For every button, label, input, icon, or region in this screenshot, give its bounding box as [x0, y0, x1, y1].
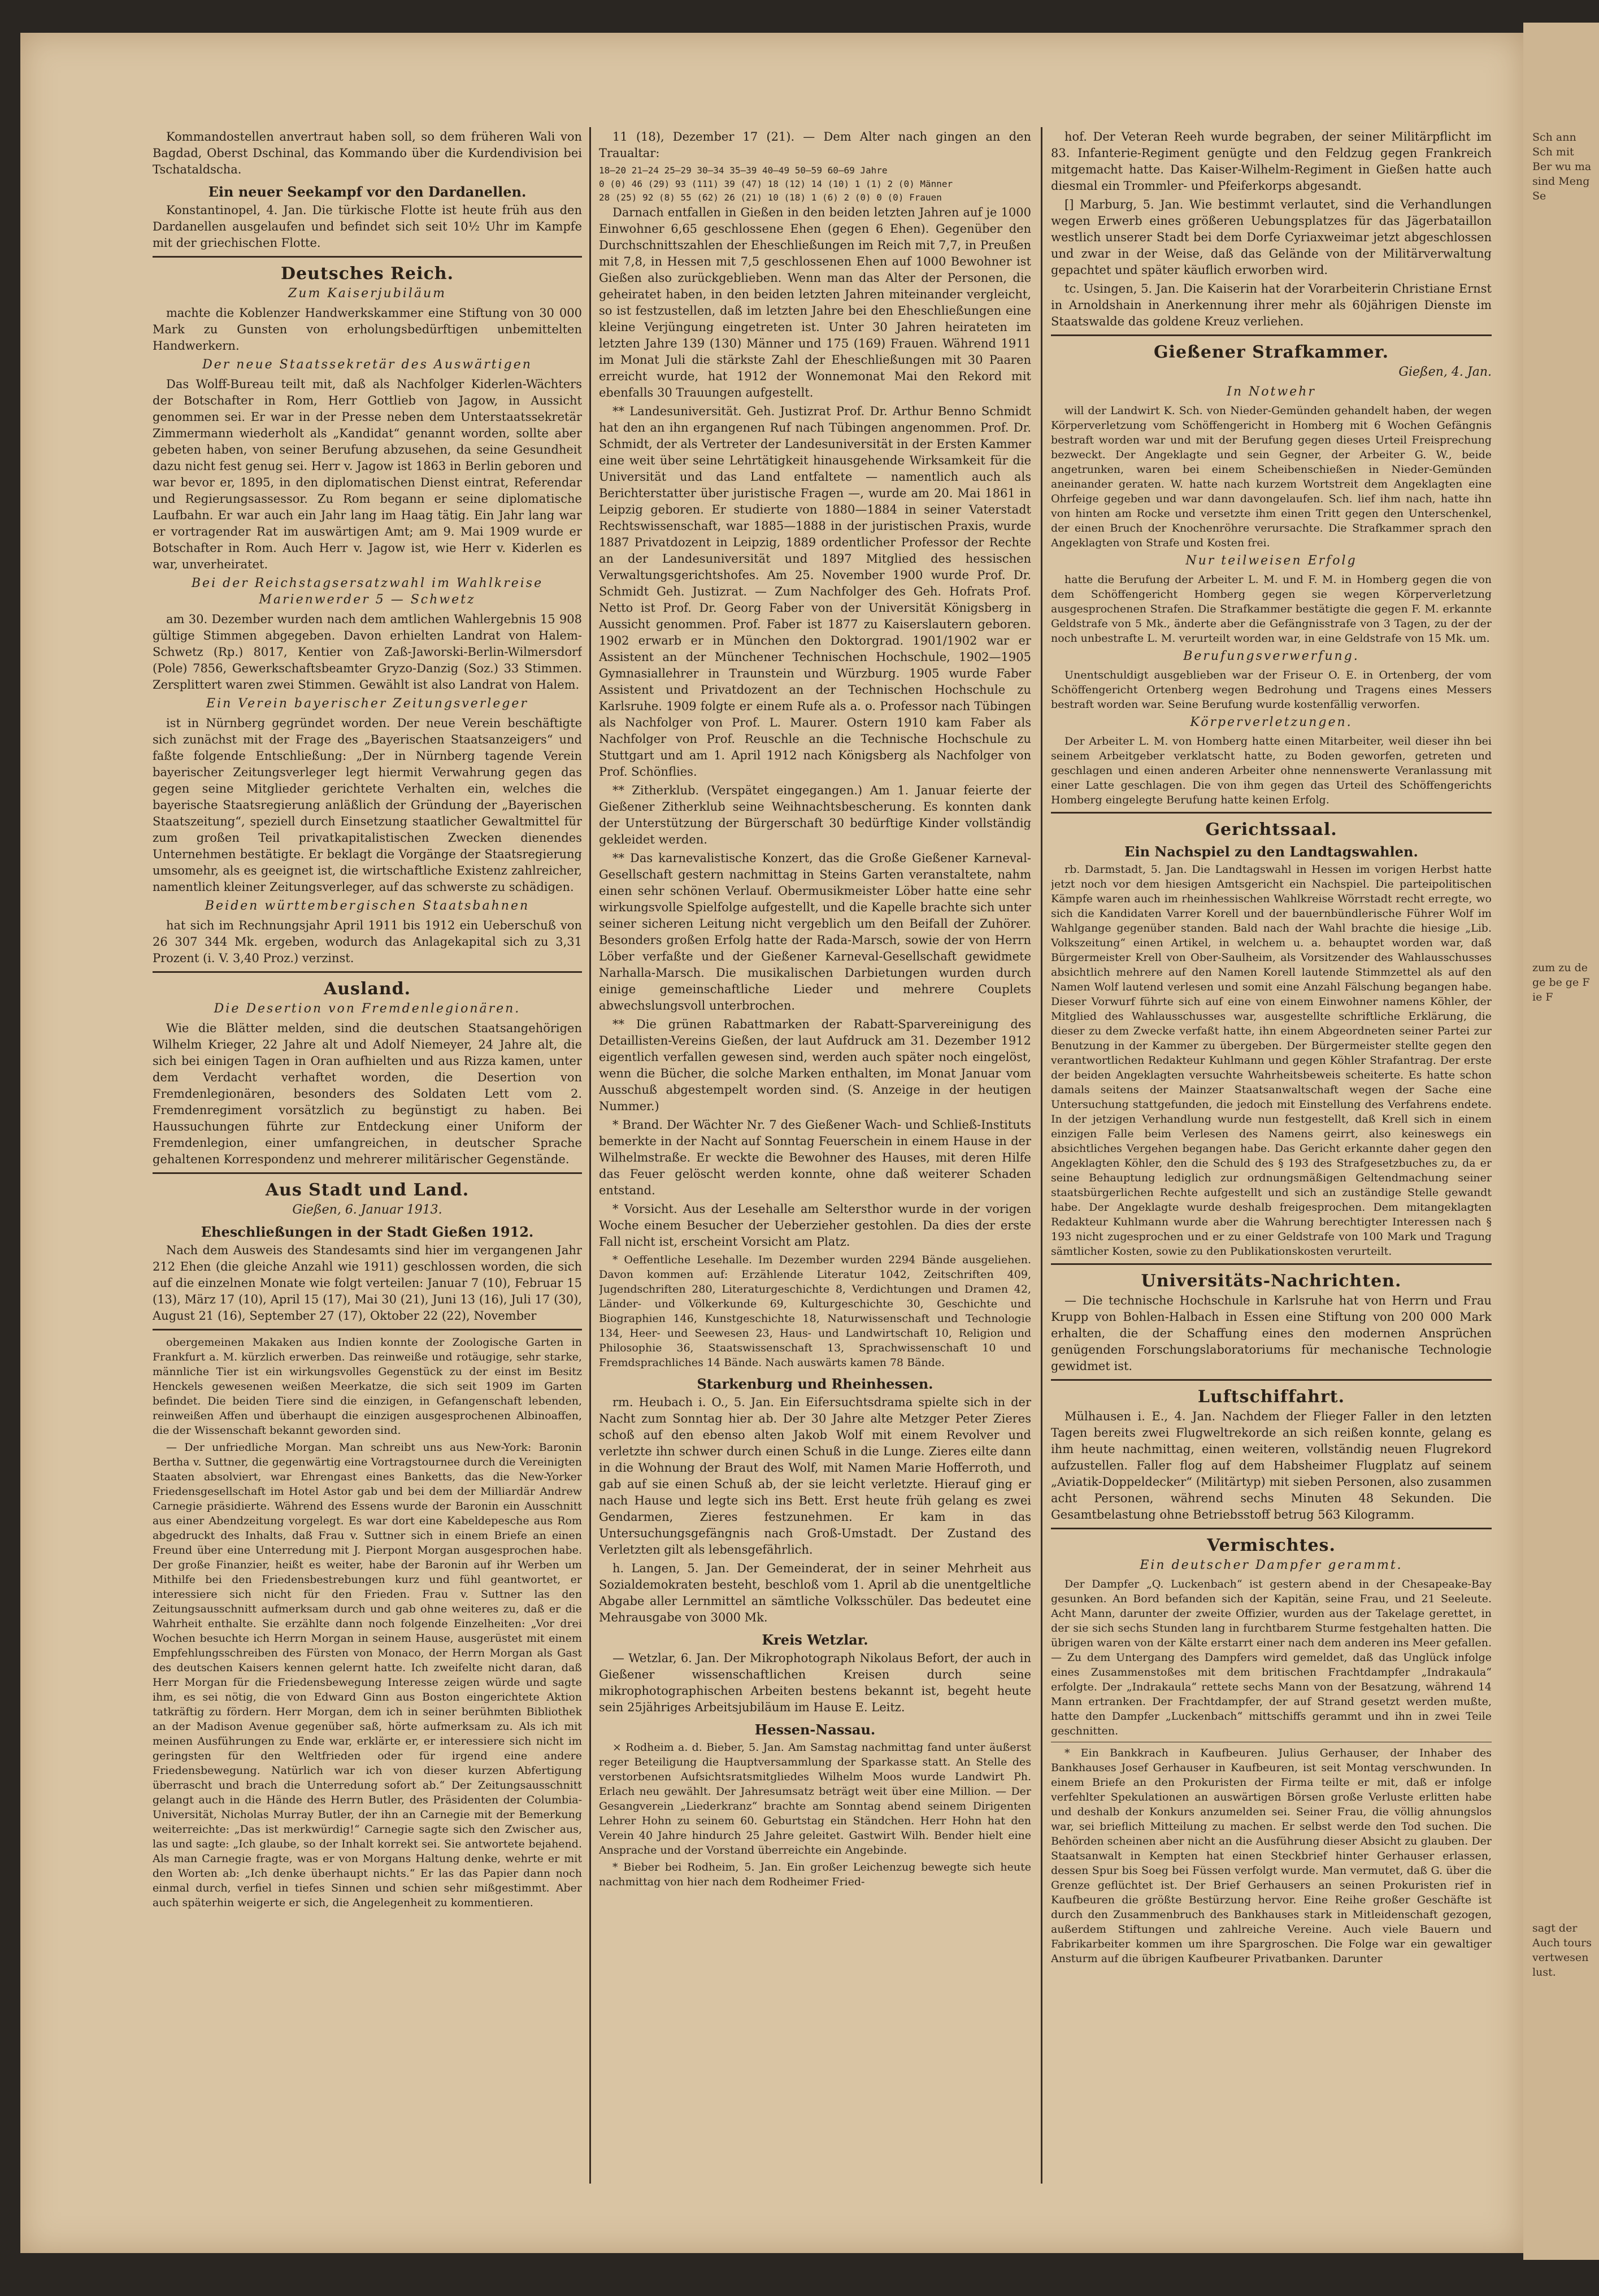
section-deutsches-reich: Deutsches Reich. [280, 264, 454, 284]
subhead-koerperverletzungen: Körperverletzungen. [1190, 715, 1353, 729]
divider [153, 971, 582, 973]
article-heubach: rm. Heubach i. O., 5. Jan. Ein Eifersuchtsdrama spielte sich in der Nacht zum Sonntag hier ab. Der 30 Jahre alte Metzger Peter Zieres schoß auf den ebenso alten Jakob Wolf mit einem Revolver und verletzte ihn schwer durch einen Schuß in die Lunge. Zieres eilte dann in die Wohnung der Braut des Wolf, mit Namen Marie Hofferroth, und gab auf sie einen Schuß ab, der sie leicht verletzte. Hierauf ging er nach Hause und legte sich ins Bett. Erst heute früh gelang es zwei Gendarmen, Zieres festzunehmen. Er kam in das Untersuchungsgefängnis nach Groß-Umstadt. Der Zustand des Verletzten gilt als lebensgefährlich. [599, 1395, 1031, 1556]
dateline-strafkammer: Gießen, 4. Jan. [1398, 365, 1492, 379]
edge-text-bottom: sagt der Auch tours vertwesen lust. [1532, 1922, 1592, 1978]
article-usingen: tc. Usingen, 5. Jan. Die Kaiserin hat der Vorarbeiterin Christiane Ernst in Arnoldshain in Anerkennung ihrer mehr als 60jährigen Dienste im Staatswalde das goldene Kreuz verliehen. [1051, 282, 1492, 328]
article-eheschliessungen-cont: 11 (18), Dezember 17 (21). — Dem Alter nach gingen an den Traualtar: [599, 130, 1031, 160]
divider [1051, 812, 1492, 814]
article-luftschiffahrt: Mülhausen i. E., 4. Jan. Nachdem der Flieger Faller in den letzten Tagen bereits zwei Flugweltrekorde an sich reißen konnte, gelang es ihm heute nachmittag, einen weiteren, vollständig neuen Flugrekord aufzustellen. Faller flog auf dem Habsheimer Flugplatz auf seinem „Aviatik-Doppeldecker“ (Militärtyp) mit sieben Personen, also zusammen acht Personen, während sechs Minuten 48 Sekunden. Die Gesamtbelastung ohne Betriebsstoff betrug 563 Kilogramm. [1051, 1410, 1492, 1521]
divider [1051, 1528, 1492, 1529]
article-morgan: — Der unfriedliche Morgan. Man schreibt uns aus New-York: Baronin Bertha v. Suttner, die gegenwärtig eine Vortragstournee durch die Vereinigten Staaten absolviert, war Ehrengast eines Banketts, das die New-Yorker Friedensgesellschaft im Hotel Astor gab und bei dem der Milliardär Andrew Carnegie präsidierte. Während des Essens wurde der Baronin ein Ausschnitt aus einer Abendzeitung vorgelegt. Es war dort eine Kabeldepesche aus Rom abgedruckt des Inhalts, daß Frau v. Suttner sich in einem Briefe an einen Freund über eine Unterredung mit J. Pierpont Morgan ausgesprochen habe. Der große Finanzier, heißt es weiter, habe der Baronin auf ihr Werben um Mithilfe bei den Friedensbestrebungen kurz und fühl geantwortet, er interessiere sich nicht für den Frieden. Frau v. Suttner las den Zeitungsausschnitt aufmerksam durch und gab ohne weiteres zu, daß er die Wahrheit enthalte. Sie erzählte dann noch folgende Einzelheiten: „Vor drei Wochen besuchte ich Herrn Morgan in seinem Hause, ausgerüstet mit einem Empfehlungsschreiben des Fürsten von Monaco, der Herrn Morgan als Gast des deutschen Kaisers kennen gelernt hatte. Ich zweifelte nicht daran, daß Herr Morgan für die Friedensbewegung Interesse zeigen würde und sagte ihm, es sei nötig, die von Edward Ginn aus Boston eingerichtete Aktion tatkräftig zu fördern. Herr Morgan, dem ich in seiner berühmten Bibliothek an der Madison Avenue gegenüber saß, hörte aufmerksam zu. Als ich mit meinen Ausführungen zu Ende war, erklärte er, er interessiere sich nicht im geringsten für den Weltfrieden oder für irgend eine andere Friedensbewegung. Natürlich war ich von dieser kurzen Abfertigung überrascht und brach die Unterredung sofort ab.“ Der Zeitungsausschnitt gelangt auch in die Hände des Herrn Butler, des Präsidenten der Columbia-Universität, Nicholas Murray Butler, der ihn an Carnegie mit der Bemerkung weiterreichte: „Das ist merkwürdig!“ Carnegie sagte sich den Zwischer aus, las und sagte: „Ich glaube, so der Inhalt korrekt sei. Sie antwortete bejahend. Als man Carnegie fragte, was er von Morgans Haltung denke, wehrte er mit den Worten ab: „Ich denke überhaupt nichts.“ Er las das Papier dann noch einmal durch, verfiel in tiefes Sinnen und schien sehr mißgestimmt. Aber auch späterhin weigerte er sich, die Angelegenheit zu kommentieren. [153, 1441, 582, 1909]
table-header: 18—20 21—24 25—29 30—34 35—39 40—49 50—59 60—69 Jahre [599, 165, 888, 176]
divider [153, 1329, 582, 1330]
subhead-desertion: Die Desertion von Fremdenlegionären. [214, 1002, 521, 1016]
article-makaken: obergemeinen Makaken aus Indien konnte der Zoologische Garten in Frankfurt a. M. kürzlich erwerben. Das reinweiße und rotäugige, sehr starke, männliche Tier ist ein wirkungsvolles Gegenstück zu der einst im Besitz Henckels gewesenen weißen Meerkatze, die sich seit 1909 im Garten befindet. Die beiden Tiere sind die einzigen, in Gefangenschaft lebenden, reinweißen Affen und überhaupt die einzigen ausgesprochenen Albinoaffen, die der Wissenschaft bekannt geworden sind. [153, 1336, 582, 1437]
column-3 [1051, 129, 1492, 2163]
article-bankkrach: * Ein Bankkrach in Kaufbeuren. Julius Gerhauser, der Inhaber des Bankhauses Josef Gerhauser in Kaufbeuren, ist seit Montag verschwunden. In einem Briefe an den Prokuristen der Firma teilte er mit, daß er infolge verfehlter Spekulationen an auswärtigen Börsen große Verluste erlitten habe und deshalb der Konkurs anzumelden sei. Seiner Frau, die völlig ahnungslos war, sei brieflich Mitteilung zu machen. Er selbst werde den Tod suchen. Die Behörden scheinen aber nicht an die Ausführung dieser Absicht zu glauben. Der Staatsanwalt in Kempten hat einen Steckbrief hinter Gerhauser erlassen, dessen Spur bis Soeg bei Füssen verfolgt wurde. Man vermutet, daß G. über die Grenze geflüchtet ist. Der Brief Gerhausers an seinen Prokuristen rief in Kaufbeuren die größte Bestürzung hervor. Eine Reihe großer Geschäfte ist durch den Zusammenbruch des Bankhauses stark in Mitleidenschaft gezogen, außerdem Stiftungen und zahlreiche Vereine. Auch viele Bauern und Fabrikarbeiter kommen um ihre Spargroschen. Die Folge war ein gewaltiger Ansturm auf die übrigen Kaufbeurer Privatbanken. Darunter [1051, 1747, 1492, 1965]
article-koerperverletzungen: Der Arbeiter L. M. von Homberg hatte einen Mitarbeiter, weil dieser ihn bei seinem Arbeitgeber verklatscht hatte, zu Boden geworfen, getreten und geschlagen und einen anderen Arbeiter ohne nennenswerte Veranlassung mit einer Latte geschlagen. Die von ihm gegen das Urteil des Schöffengerichts Homberg eingelegte Berufung hatte keinen Erfolg. [1051, 735, 1492, 806]
article-kaiserjubilaeum: machte die Koblenzer Handwerkskammer eine Stiftung von 30 000 Mark zu Gunsten von erholungsbedürftigen unbemittelten Handwerkern. [153, 306, 582, 353]
headline-hessen-nassau: Hessen-Nassau. [754, 1721, 876, 1738]
section-vermischtes: Vermischtes. [1207, 1536, 1336, 1555]
article-dampfer: Der Dampfer „Q. Luckenbach“ ist gestern abend in der Chesapeake-Bay gesunken. An Bord befanden sich der Kapitän, seine Frau, und 21 Seeleute. Acht Mann, darunter der zweite Offizier, wurden aus der Takelage gerettet, in der sie sich sechs Stunden lang in furchtbarem Sturme festgehalten hatten. Die übrigen waren von der Kälte erstarrt einer nach dem anderen ins Meer gefallen. — Zu dem Untergang des Dampfers wird gemeldet, daß das Unglück infolge eines Zusammenstoßes mit dem britischen Frachtdampfer „Indrakaula“ erfolgte. Der „Indrakaula“ rettete sechs Mann von der Besatzung, während 14 Mann ertranken. Der Frachtdampfer, der auf Strand gesetzt werden mußte, hatte den Dampfer „Luckenbach“ mittschiffs gerammt und ihn in zwei Teile geschnitten. [1051, 1578, 1492, 1737]
article-rodheim: × Rodheim a. d. Bieber, 5. Jan. Am Samstag nachmittag fand unter äußerst reger Beteiligung die Hauptversammlung der Sparkasse statt. An Stelle des verstorbenen Aufsichtsratsmitgliedes Wilhelm Moos wurde Landwirt Ph. Erlach neu gewählt. Der Jahresumsatz beträgt weit über eine Million. — Der Gesangverein „Liederkranz“ brachte am Sonntag abend seinem Dirigenten Lehrer Hohn zu seinem 60. Geburtstag ein Ständchen. Herr Hohn hat den Verein 40 Jahre hindurch 25 Jahre geleitet. Gastwirt Wilh. Bender hielt eine Ansprache und der Vorstand überreichte ein Angebinde. [599, 1741, 1031, 1856]
article-reichstagswahl: am 30. Dezember wurden nach dem amtlichen Wahlergebnis 15 908 gültige Stimmen abgegeben. Davon erhielten Landrat von Halem-Schwetz (Rp.) 8017, Kentier von Zaß-Jaworski-Berlin-Wilmersdorf (Pole) 7856, Gewerkschaftsbeamter Gryzo-Danzig (Soz.) 33 Stimmen. Zersplittert waren zwei Stimmen. Gewählt ist also Landrat von Halem. [153, 612, 582, 692]
headline-nachspiel: Ein Nachspiel zu den Landtagswahlen. [1124, 843, 1418, 860]
article-notwehr: will der Landwirt K. Sch. von Nieder-Gemünden gehandelt haben, der wegen Körperverletzung vom Schöffengericht in Homberg mit 6 Wochen Gefängnis bestraft worden war und mit der Berufung gegen dieses Urteil Freisprechung bezweckt. Der Angeklagte und sein Gegner, der Arbeiter G. W., beide angetrunken, waren bei einem Scheibenschießen in Nieder-Gemünden aneinander geraten. W. hatte nach kurzem Wortstreit dem Angeklagten eine Ohrfeige gegeben und war dann davongelaufen. Sch. lief ihm nach, hatte ihn von hinten am Rocke und versetzte ihm einen Tritt gegen den Unterschenkel, der einen Bruch der Knochenröhre verursachte. Die Strafkammer sprach den Angeklagten von Strafe und Kosten frei. [1051, 405, 1492, 549]
article-berufung: Unentschuldigt ausgeblieben war der Friseur O. E. in Ortenberg, der vom Schöffengericht Ortenberg wegen Bedrohung und Tragens eines Messers bestraft worden war. Seine Berufung wurde kostenfällig verworfen. [1051, 669, 1492, 711]
divider [1051, 1263, 1492, 1265]
article-vorsicht: * Vorsicht. Aus der Lesehalle am Seltersthor wurde in der vorigen Woche einem Besucher der Ueberzieher gestohlen. Da dies der erste Fall nicht ist, erscheint Vorsicht am Platz. [599, 1202, 1031, 1249]
table-row: 0 (0) 46 (29) 93 (111) 39 (47) 18 (12) 14 (10) 1 (1) 2 (0) Männer [599, 179, 953, 189]
divider [1051, 334, 1492, 336]
table-row: 28 (25) 92 (8) 55 (62) 26 (21) 10 (18) 1 (6) 2 (0) 0 (0) Frauen [599, 192, 942, 203]
headline-eheschliessungen: Eheschließungen in der Stadt Gießen 1912. [201, 1224, 534, 1240]
subhead-kaiserjubilaeum: Zum Kaiserjubiläum [288, 286, 446, 301]
section-stadt-und-land: Aus Stadt und Land. [265, 1180, 470, 1200]
article-staatsbahnen: hat sich im Rechnungsjahr April 1911 bis 1912 ein Ueberschuß von 26 307 344 Mk. ergeben, wodurch das Anlagekapital sich zu 3,31 Prozent (i. V. 3,40 Proz.) verzinst. [153, 919, 582, 965]
article-eheschliessungen-2: Darnach entfallen in Gießen in den beiden letzten Jahren auf je 1000 Einwohner 6,65 geschlossene Ehen (gegen 6 Ehen). Gegenüber den Durchschnittszahlen der Eheschließungen im Reich mit 7,7, in Preußen mit 7,8, in Hessen mit 7,5 geschlossenen Ehen auf 1000 Bewohner ist Gießen also zurückgeblieben. Wenn man das Alter der Personen, die geheiratet haben, in den beiden letzten Jahren miteinander vergleicht, so ist festzustellen, daß im letzten Jahre bei den Eheschließungen eine kleine Verjüngung eingetreten ist. Unter 30 Jahren heirateten im letzten Jahre 139 (130) Männer und 175 (169) Frauen. Während 1911 im Monat Juli die stärkste Zahl der Eheschließungen mit 30 Paaren erreicht wurde, hat 1912 der Wonnemonat Mai den Rekord mit ebenfalls 30 Trauungen aufgestellt. [599, 206, 1031, 399]
section-ausland: Ausland. [323, 979, 411, 999]
article-brand: * Brand. Der Wächter Nr. 7 des Gießener Wach- und Schließ-Instituts bemerkte in der Nacht auf Sonntag Feuerschein in einem Hause in der Wilhelmstraße. Er weckte die Bewohner des Hauses, mit deren Hilfe das Feuer gelöscht werden konnte, ohne daß weiterer Schaden entstand. [599, 1118, 1031, 1197]
article-bieber: * Bieber bei Rodheim, 5. Jan. Ein großer Leichenzug bewegte sich heute nachmittag von hier nach dem Rodheimer Fried- [599, 1861, 1031, 1888]
headline-dardanellen: Ein neuer Seekampf vor den Dardanellen. [208, 184, 527, 200]
article-desertion: Wie die Blätter melden, sind die deutschen Staatsangehörigen Wilhelm Krieger, 22 Jahre alt und Adolf Niemeyer, 24 Jahre alt, die sich bei einigen Tagen in Oran aufhielten und aus Rizza kamen, unter dem Verdacht verhaftet worden, die Desertion von Fremdenlegionären, besonders des Soldaten Lett vom 2. Fremdenregiment vorsätzlich zu begünstigt zu haben. Bei Haussuchungen führte zur Entdeckung einer Uniform der Fremdenlegion, einer umfangreichen, in deutscher Sprache gehaltenen Korrespondenz und mehrerer militärischer Gegenstände. [153, 1021, 582, 1166]
subhead-dampfer: Ein deutscher Dampfer gerammt. [1140, 1558, 1403, 1572]
subhead-erfolg: Nur teilweisen Erfolg [1185, 554, 1357, 568]
article-wetzlar: — Wetzlar, 6. Jan. Der Mikrophotograph Nikolaus Befort, der auch in Gießener wissenschaftlichen Kreisen durch seine mikrophotographischen Arbeiten bestens bekannt ist, begeht heute sein 25jähriges Arbeitsjubiläum im Hause E. Leitz. [599, 1651, 1031, 1714]
section-strafkammer: Gießener Strafkammer. [1153, 342, 1389, 362]
divider [153, 1172, 582, 1174]
article-erfolg: hatte die Berufung der Arbeiter L. M. und F. M. in Homberg gegen die von dem Schöffengericht Homberg gegen sie wegen Körperverletzung ausgesprochenen Strafen. Die Strafkammer bestätigte die gegen F. M. erkannte Geldstrafe von 5 Mk., änderte aber die Gefängnisstrafe von 3 Tagen, zu der der noch unbestrafte L. M. verurteilt worden war, in eine Geldstrafe von 15 Mk. um. [1051, 573, 1492, 645]
article-universitaet: — Die technische Hochschule in Karlsruhe hat von Herrn und Frau Krupp von Bohlen-Halbach in Essen eine Stiftung von 200 000 Mark erhalten, die der Schaffung eines den modernen Ansprüchen genügenden Forschungslaboratoriums für mechanische Technologie gewidmet ist. [1051, 1294, 1492, 1373]
dateline-giessen: Gießen, 6. Januar 1913. [292, 1203, 442, 1217]
column-rule [589, 127, 591, 2184]
article-marburg: [] Marburg, 5. Jan. Wie bestimmt verlautet, sind die Verhandlungen wegen Erwerb eines größeren Uebungsplatzes für das Jägerbataillon westlich unserer Stadt bei dem Dorfe Cyriaxweimar jetzt abgeschlossen und zwar in der Weise, daß das Gelände von der Militärverwaltung gepachtet und später käuflich erworben wird. [1051, 198, 1492, 277]
headline-kreis-wetzlar: Kreis Wetzlar. [762, 1632, 868, 1648]
article-langen: h. Langen, 5. Jan. Der Gemeinderat, der in seiner Mehrheit aus Sozialdemokraten besteht, beschloß vom 1. April ab die unentgeltliche Abgabe aller Lernmittel an sämtliche Volksschüler. Das bedeutet eine Mehrausgabe von 3000 Mk. [599, 1562, 1031, 1624]
headline-starkenburg: Starkenburg und Rheinhessen. [697, 1376, 933, 1392]
subhead-staatsbahnen: Beiden württembergischen Staatsbahnen [205, 899, 530, 913]
marriage-age-table [599, 164, 1031, 205]
article-karneval: ** Das karnevalistische Konzert, das die Große Gießener Karneval-Gesellschaft gestern nachmittag in Steins Garten veranstaltete, nahm einen sehr schönen Verlauf. Obermusikmeister Löber hatte eine sehr wirkungsvolle Spielfolge aufgestellt, und die Kapelle brachte sich unter seiner sicheren Leitung nicht vergeblich um den Beifall der Zuhörer. Besonders großen Erfolg hatte der Rada-Marsch, sowie der von Herrn Löber verfaßte und der Gießener Karneval-Gesellschaft gewidmete Narhalla-Marsch. Die musikalischen Darbietungen wurden durch einige gemeinschaftliche Lieder und mehrere Couplets abwechslungsvoll unterbrochen. [599, 851, 1031, 1012]
article-lesehalle: * Oeffentliche Lesehalle. Im Dezember wurden 2294 Bände ausgeliehen. Davon kommen auf: Erzählende Literatur 1042, Zeitschriften 409, Jugendschriften 280, Literaturgeschichte 8, Verdichtungen und Dramen 42, Länder- und Völkerkunde 69, Kulturgeschichte 30, Geschichte und Biographien 146, Kunstgeschichte 18, Naturwissenschaft und Technologie 134, Heer- und Seewesen 23, Haus- und Landwirtschaft 10, Religion und Philosophie 36, Staatswissenschaft 13, Sprachwissenschaft 10 und Fremdsprachliches 14 Bände. Nach auswärts kamen 78 Bände. [599, 1254, 1031, 1369]
article-zitherklub: ** Zitherklub. (Verspätet eingegangen.) Am 1. Januar feierte der Gießener Zitherklub seine Weihnachtsbescherung. Es konnten dank der Unterstützung der Bürgerschaft 30 bedürftige Kinder vollständig gekleidet werden. [599, 784, 1031, 846]
column-1 [153, 129, 582, 2163]
column-rule [1041, 127, 1042, 2184]
subhead-reichstagswahl: Bei der Reichstagsersatzwahl im Wahlkreise Marienwerder 5 — Schwetz [191, 576, 544, 607]
article-lead: Kommandostellen anvertraut haben soll, so dem früheren Wali von Bagdad, Oberst Dschinal, das Kommando über die Kurdendivision bei Tschataldscha. [153, 130, 582, 176]
subhead-zeitungsverleger: Ein Verein bayerischer Zeitungsverleger [206, 697, 528, 711]
divider [153, 256, 582, 258]
edge-text-top: Sch ann Sch mit Ber wu ma sind Meng Se [1532, 131, 1592, 202]
subhead-berufung: Berufungsverwerfung. [1183, 649, 1359, 663]
subhead-notwehr: In Notwehr [1227, 385, 1316, 399]
article-zeitungsverleger: ist in Nürnberg gegründet worden. Der neue Verein beschäftigte sich zunächst mit der Frage des „Bayerischen Staatsanzeigers“ und faßte folgende Entschließung: „Der in Nürnberg tagende Verein bayerischer Zeitungsverleger legt hiermit Verwahrung gegen das gegen seine Mitglieder gerichtete Verhalten ein, welches die bayerische Staatsregierung anläßlich der Gründung der „Bayerischen Staatszeitung“, speziell durch Einsetzung staatlicher Gewaltmittel für zum großen Teil privatkapitalistischen Zwecken dienendes Unternehmen bestätigte. Er beklagt die Vorgänge der Staatsregierung umsomehr, als es geeignet ist, die wirtschaftliche Existenz zahlreicher, namentlich kleiner Zeitungsverleger, auf das schwerste zu schädigen. [153, 716, 582, 894]
article-dardanellen: Konstantinopel, 4. Jan. Die türkische Flotte ist heute früh aus den Dardanellen ausgelaufen und befindet sich seit 10½ Uhr im Kampfe mit der griechischen Flotte. [153, 203, 582, 250]
article-eheschliessungen: Nach dem Ausweis des Standesamts sind hier im vergangenen Jahr 212 Ehen (die gleiche Anzahl wie 1911) geschlossen worden, die sich auf die einzelnen Monate wie folgt verteilen: Januar 7 (10), Februar 15 (13), März 17 (10), April 15 (17), Mai 30 (21), Juni 13 (16), Juli 17 (30), August 21 (16), September 27 (17), Oktober 22 (22), November [153, 1243, 582, 1323]
article-rabattmarken: ** Die grünen Rabattmarken der Rabatt-Sparvereinigung des Detaillisten-Vereins Gießen, der laut Aufdruck am 31. Dezember 1912 eigentlich verfallen gewesen sind, werden auch später noch eingelöst, wenn die Bücher, die solche Marken enthalten, im Monat Januar vom Ausschuß abgestempelt worden sind. (S. Anzeige in der heutigen Nummer.) [599, 1017, 1031, 1113]
article-staatssekretaer: Das Wolff-Bureau teilt mit, daß als Nachfolger Kiderlen-Wächters der Botschafter in Rom, Herr Gottlieb von Jagow, in Aussicht genommen sei. Er war in der Presse neben dem Unterstaatssekretär Zimmermann wiederholt als „Kandidat“ genannt worden, sollte aber gebeten haben, von seiner Berufung abzusehen, da seine Gesundheit dazu nicht fest genug sei. Herr v. Jagow ist 1863 in Berlin geboren und war bevor er, 1895, in den diplomatischen Dienst eintrat, Referendar und Regierungsassessor. Zu Rom begann er seine diplomatische Laufbahn. Er war auch ein Jahr lang im Haag tätig. Ein Jahr lang war er vortragender Rat im auswärtigen Amt; am 9. Mai 1909 wurde er Botschafter in Rom. Auch Herr v. Jagow ist, wie Herr v. Kiderlen es war, unverheiratet. [153, 377, 582, 571]
section-luftschiffahrt: Luftschiffahrt. [1197, 1387, 1345, 1407]
section-universitaet: Universitäts-Nachrichten. [1141, 1271, 1402, 1291]
section-gerichtssaal: Gerichtssaal. [1205, 820, 1337, 840]
edge-text-mid: zum zu de ge be ge F ie F [1532, 962, 1590, 1003]
article-veteran: hof. Der Veteran Reeh wurde begraben, der seiner Militärpflicht im 83. Infanterie-Regiment genügte und den Feldzug gegen Frankreich mitgemacht hatte. Das Kaiser-Wilhelm-Regiment in Gießen hatte auch diesmal ein Trommler- und Pfeiferkorps abgesandt. [1051, 130, 1492, 193]
subhead-staatssekretaer: Der neue Staatssekretär des Auswärtigen [202, 358, 532, 372]
column-2 [599, 129, 1031, 2163]
article-nachspiel: rb. Darmstadt, 5. Jan. Die Landtagswahl in Hessen im vorigen Herbst hatte jetzt noch vor dem hiesigen Amtsgericht ein Nachspiel. Die parteipolitischen Kämpfe waren auch im rheinhessischen Wahlkreise Wörrstadt recht erregte, wo sich die Kandidaten Varrer Korell und der bauernbündlerische Führer Wolf im Wahlgange gegenüber standen. Bald nach der Wahl brachte die hiesige „Lib. Volkszeitung“ einen Artikel, in welchem u. a. behauptet worden war, daß Bürgermeister Krell von Ober-Saulheim, als Vorsitzender des Wahlausschusses absichtlich mehrere auf den Namen Korell lautende Stimmzettel als auf den Namen Wolf lautend verlesen und somit eine Anzahl Fälschung begangen habe. Dieser Vorwurf führte sich auf eine von einem Einwohner namens Köhler, der Mitglied des Wahlausschusses war, ausgestellte schriftliche Erklärung, die dieser zu dem Zwecke verfaßt hatte, ihn einem Abgeordneten seiner Partei zur Benutzung in der Kammer zu übergeben. Der Bürgermeister stellte gegen den verantwortlichen Redakteur Kuhlmann und gegen Köhler Strafantrag. Der erste der beiden Angeklagten versuchte Wahrheitsbeweis scheiterte. Es hatte schon damals seitens der Mainzer Staatsanwaltschaft wegen der Sache eine Untersuchung stattgefunden, die jedoch mit Einstellung des Verfahrens endete. In der jetzigen Verhandlung wurde nun festgestellt, daß Krell sich in einem einzigen Falle beim Verlesen des Namens geirrt, also keineswegs ein absichtliches Vergehen begangen habe. Das Gericht erkannte daher gegen den Angeklagten Köhler, den die Schuld des § 193 des Strafgesetzbuches zu, da er seine Behauptung lediglich zur ordnungsmäßigen Geltendmachung seiner staatsbürgerlichen Rechte aufgestellt und sich an zuständige Stelle gewandt habe. Der Angeklagte wurde deshalb freigesprochen. Dem mitangeklagten Redakteur Kuhlmann wurde aber die Wahrung berechtigter Interessen nach § 193 nicht zugesprochen und er zu einer Geldstrafe von 100 Mark und Tragung sämtlicher Kosten, sowie zu den Publikationskosten verurteilt. [1051, 863, 1492, 1258]
divider [1051, 1379, 1492, 1381]
article-landesuniversitaet: ** Landesuniversität. Geh. Justizrat Prof. Dr. Arthur Benno Schmidt hat den an ihn ergangenen Ruf nach Tübingen angenommen. Prof. Dr. Schmidt, der als Vertreter der Landesuniversität in der Ersten Kammer eine weit über seine Lehrtätigkeit hinausgehende Wirksamkeit für die Universität und das Land entfaltete — namentlich auch als Berichterstatter über juristische Fragen —, wurde am 20. Mai 1861 in Leipzig geboren. Er studierte von 1880—1884 in seiner Vaterstadt Rechtswissenschaft, war 1885—1888 in der juristischen Praxis, wurde 1887 Privatdozent in Leipzig, 1889 ordentlicher Professor der Rechte an der Landesuniversität und 1897 Mitglied des hessischen Verwaltungsgerichtshofes. Am 25. November 1900 wurde Prof. Dr. Schmidt Geh. Justizrat. — Zum Nachfolger des Geh. Hofrats Prof. Netto ist Prof. Dr. Georg Faber von der Universität Königsberg in Aussicht genommen. Prof. Faber ist 1877 zu Kaiserslautern geboren. 1902 erwarb er in München den Doktorgrad. 1901/1902 war er Assistent an der Münchener Technischen Hochschule, 1902—1905 Gymnasiallehrer in Traunstein und Würzburg. 1905 wurde Faber Assistent und Privatdozent an der Technischen Hochschule zu Karlsruhe. 1909 folgte er einem Rufe als a. o. Professor nach Tübingen als Nachfolger von Prof. L. Maurer. Ostern 1910 kam Faber als Nachfolger von Prof. Reuschle an die Technische Hochschule zu Stuttgart und am 1. April 1912 nach Königsberg als Nachfolger von Prof. Schönflies. [599, 405, 1031, 779]
